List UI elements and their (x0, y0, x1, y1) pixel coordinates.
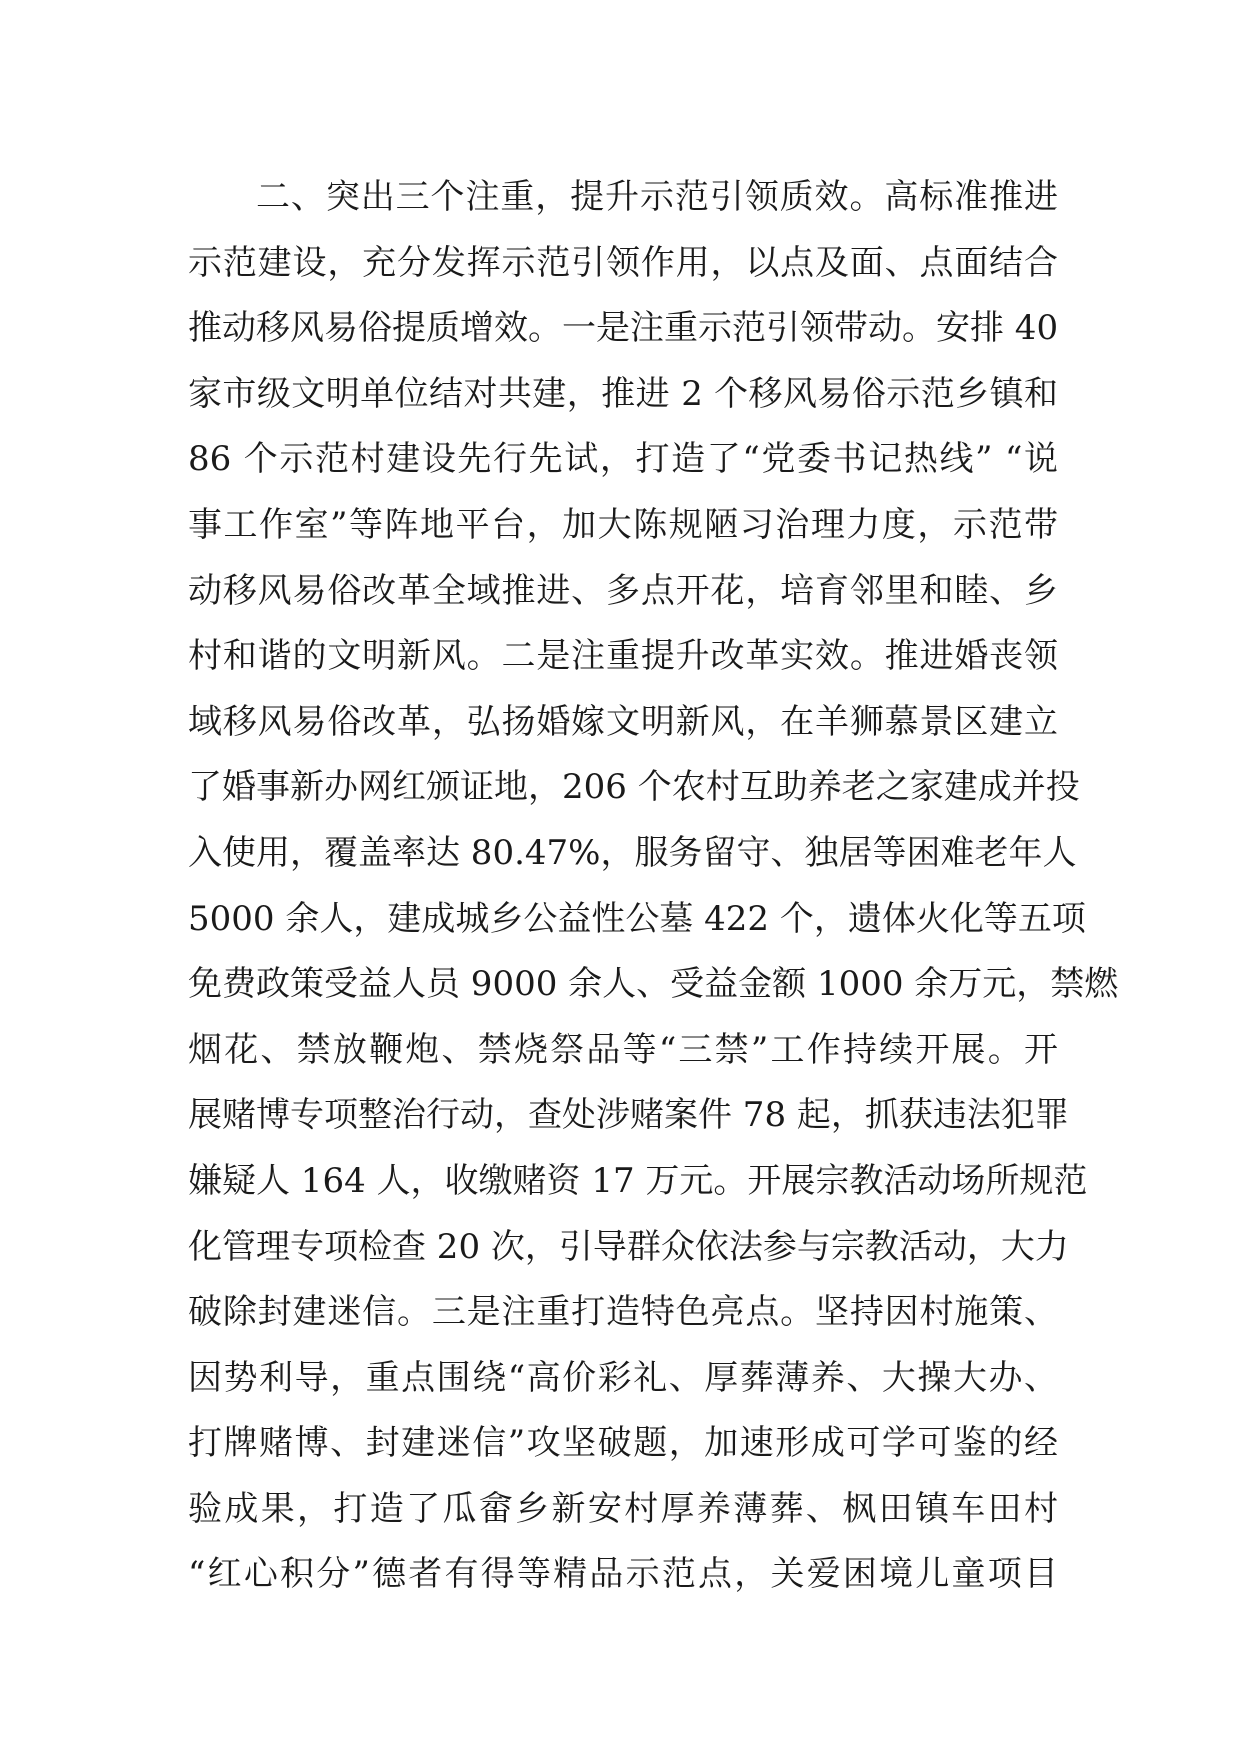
paragraph-line: 验成果，打造了瓜畲乡新安村厚养薄葬、枫田镇车田村 (188, 1488, 1058, 1529)
paragraph-line: 86 个示范村建设先行先试，打造了“党委书记热线” “说 (188, 439, 1058, 480)
paragraph-line: 5000 余人，建成城乡公益性公墓 422 个，遗体火化等五项 (188, 898, 1086, 939)
paragraph-line: 动移风易俗改革全域推进、多点开花，培育邻里和睦、乡 (188, 570, 1058, 611)
paragraph-line: 域移风易俗改革，弘扬婚嫁文明新风，在羊狮慕景区建立 (188, 701, 1058, 742)
paragraph-line: 免费政策受益人员 9000 余人、受益金额 1000 余万元，禁燃 (188, 964, 1119, 1005)
paragraph-line: 烟花、禁放鞭炮、禁烧祭品等“三禁”工作持续开展。开 (188, 1029, 1058, 1070)
paragraph-line: 二、突出三个注重，提升示范引领质效。高标准推进 (256, 177, 1058, 217)
paragraph-line: 了婚事新办网红颁证地，206 个农村互助养老之家建成并投 (188, 767, 1080, 808)
paragraph-line: 打牌赌博、封建迷信”攻坚破题，加速形成可学可鉴的经 (188, 1423, 1058, 1464)
paragraph-line: 入使用，覆盖率达 80.47%，服务留守、独居等困难老年人 (188, 832, 1077, 873)
paragraph-line: 嫌疑人 164 人，收缴赌资 17 万元。开展宗教活动场所规范 (188, 1160, 1088, 1201)
paragraph-line: “红心积分”德者有得等精品示范点，关爱困境儿童项目 (188, 1554, 1058, 1595)
paragraph-line: 推动移风易俗提质增效。一是注重示范引领带动。安排 40 (188, 308, 1059, 349)
paragraph-line: 化管理专项检查 20 次，引导群众依法参与宗教活动，大力 (188, 1226, 1069, 1267)
paragraph-line: 破除封建迷信。三是注重打造特色亮点。坚持因村施策、 (188, 1292, 1058, 1333)
paragraph-line: 家市级文明单位结对共建，推进 2 个移风易俗示范乡镇和 (188, 373, 1058, 414)
paragraph-line: 因势利导，重点围绕“高价彩礼、厚葬薄养、大操大办、 (188, 1357, 1058, 1398)
paragraph-line: 村和谐的文明新风。二是注重提升改革实效。推进婚丧领 (188, 636, 1058, 677)
paragraph-line: 事工作室”等阵地平台，加大陈规陋习治理力度，示范带 (188, 504, 1058, 545)
paragraph-line: 展赌博专项整治行动，查处涉赌案件 78 起，抓获违法犯罪 (188, 1095, 1069, 1136)
body-paragraph (188, 165, 1119, 1608)
paragraph-line: 示范建设，充分发挥示范引领作用，以点及面、点面结合 (188, 242, 1058, 283)
